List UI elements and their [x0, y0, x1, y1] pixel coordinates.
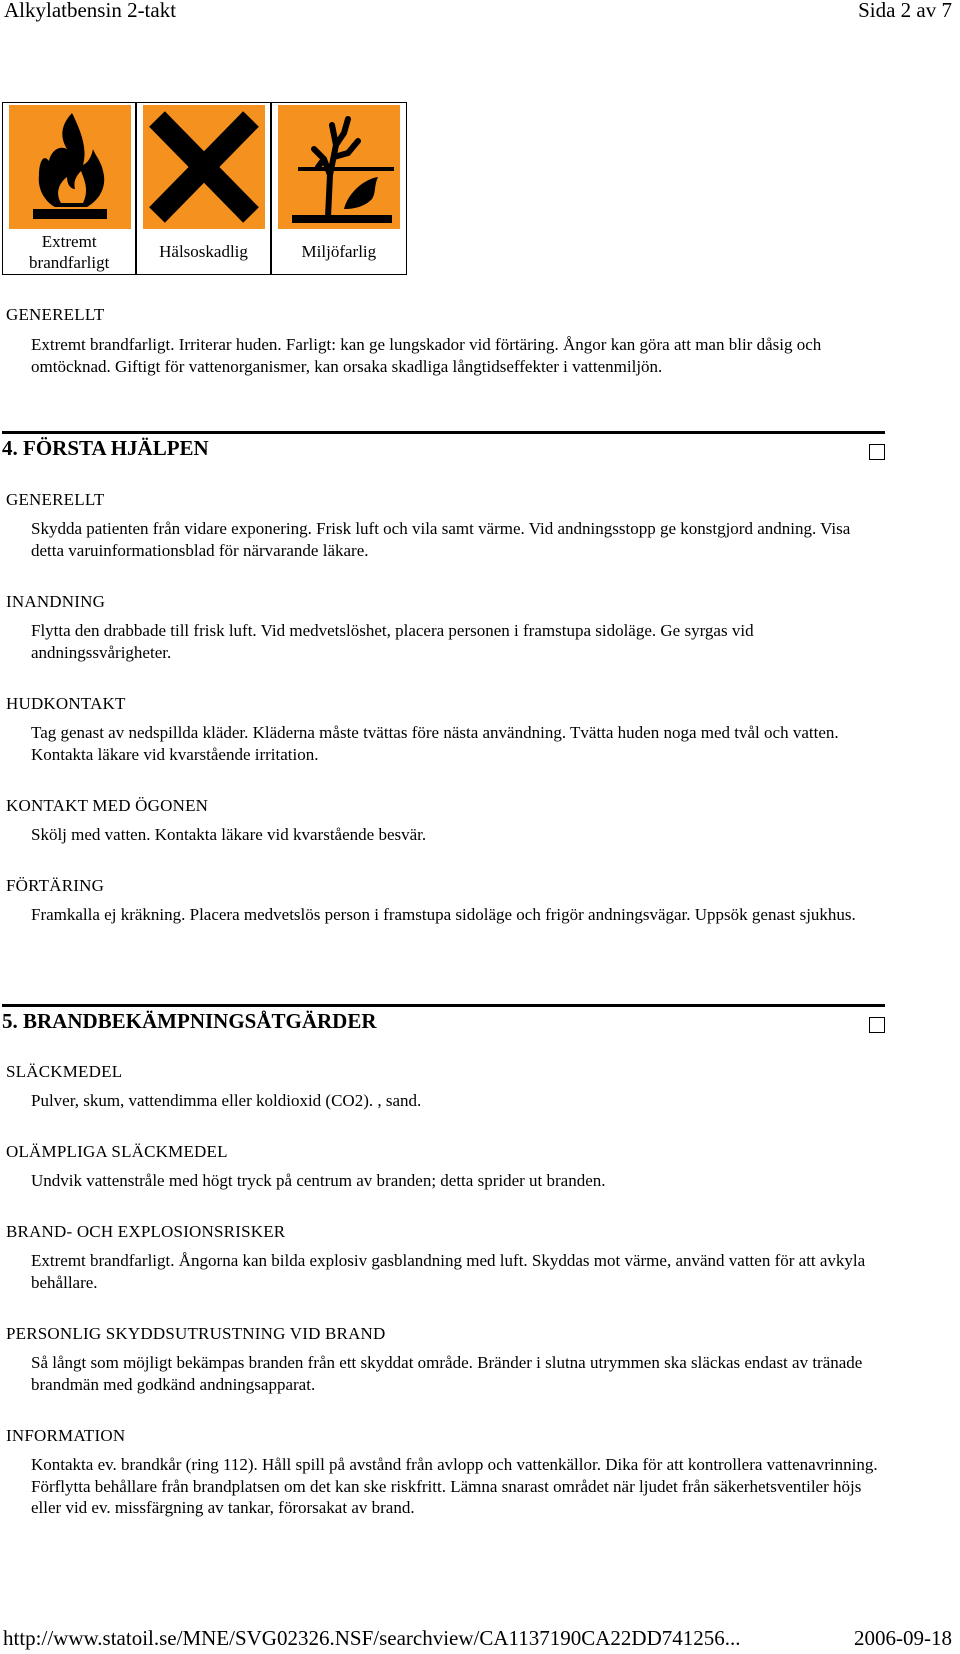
checkbox-icon — [869, 1017, 885, 1033]
section-4-text: Skydda patienten från vidare exponering. Frisk luft och vila samt värme. Vid andningsstopp ge konstgjord andning. Visa detta varuinformationsblad för närvarande läkare. — [31, 519, 851, 560]
section-5-text: Extremt brandfarligt. Ångorna kan bilda explosiv gasblandning med luft. Skyddas mot värme, använd vatten för att avkyla behållare. — [31, 1251, 866, 1292]
section-5-text: Kontakta ev. brandkår (ring 112). Håll spill på avstånd från avlopp och vattenkällor. Dika för att kontrollera vattenavrinning. Förflytta behållare från brandplatsen om det kan ske riskfritt. Lämna snarast området när ljudet från säkerhetsventiler höjs eller vid ev. missfärgning av tankar, förorsakat av brand. — [31, 1455, 878, 1517]
section-5-subheading: SLÄCKMEDEL — [6, 1062, 123, 1081]
section-4-header — [2, 431, 885, 461]
section-4-subheading: HUDKONTAKT — [6, 694, 126, 713]
dead-tree-fish-icon — [278, 105, 400, 229]
section-4-text: Skölj med vatten. Kontakta läkare vid kvarstående besvär. — [31, 825, 427, 844]
section-4-subheading: KONTAKT MED ÖGONEN — [6, 796, 209, 815]
section-4-subheading: FÖRTÄRING — [6, 876, 105, 895]
section-5-subheading: PERSONLIG SKYDDSUTRUSTNING VID BRAND — [6, 1324, 386, 1343]
pictogram-cell-harmful — [137, 103, 271, 274]
pictogram-cell-flammable — [3, 103, 137, 274]
section-5-header — [2, 1004, 885, 1034]
flame-icon — [9, 105, 131, 229]
section-4-text: Flytta den drabbade till frisk luft. Vid medvetslöshet, placera personen i framstupa sidoläge. Ge syrgas vid andningssvårigheter. — [31, 621, 754, 662]
document-title: Alkylatbensin 2-takt — [4, 0, 177, 22]
general-hazard-heading: GENERELLT — [6, 305, 105, 324]
pictogram-label: Hälsoskadlig — [159, 242, 248, 262]
section-5-text: Så långt som möjligt bekämpas branden från ett skyddat område. Bränder i slutna utrymmen ska släckas endast av tränade brandmän med godkänd andningsapparat. — [31, 1353, 863, 1394]
section-5-text: Undvik vattenstråle med högt tryck på centrum av branden; detta sprider ut branden. — [31, 1171, 606, 1190]
section-5-subheading: OLÄMPLIGA SLÄCKMEDEL — [6, 1142, 228, 1161]
general-hazard-text: Extremt brandfarligt. Irriterar huden. Farligt: kan ge lungskador vid förtäring. Ångor kan göra att man blir dåsig och omtöcknad. Giftigt för vattenorganismer, kan orsaka skadliga långtidseffekter i vattenmiljön. — [31, 335, 822, 376]
section-5-text: Pulver, skum, vattendimma eller koldioxid (CO2). , sand. — [31, 1091, 422, 1110]
footer-date: 2006-09-18 — [854, 1626, 952, 1650]
section-4-subheading: INANDNING — [6, 592, 106, 611]
footer-url: http://www.statoil.se/MNE/SVG02326.NSF/searchview/CA1137190CA22DD741256... — [3, 1626, 741, 1650]
section-5-subheading: BRAND- OCH EXPLOSIONSRISKER — [6, 1222, 286, 1241]
page-indicator: Sida 2 av 7 — [858, 0, 952, 22]
section-4-text: Framkalla ej kräkning. Placera medvetslös person i framstupa sidoläge och frigör andningsvägar. Uppsök genast sjukhus. — [31, 905, 856, 924]
section-4-text: Tag genast av nedspillda kläder. Kläderna måste tvättas före nästa användning. Tvätta huden noga med tvål och vatten. Kontakta läkare vid kvarstående irritation. — [31, 723, 839, 764]
section-4-title: 4. FÖRSTA HJÄLPEN — [2, 436, 209, 460]
pictogram-cell-environmental — [272, 103, 406, 274]
pictogram-label: Extremt brandfarligt — [29, 232, 110, 272]
hazard-pictogram-table — [2, 102, 407, 275]
section-5-subheading: INFORMATION — [6, 1426, 126, 1445]
cross-icon — [143, 105, 265, 229]
section-5-title: 5. BRANDBEKÄMPNINGSÅTGÄRDER — [2, 1009, 377, 1033]
checkbox-icon — [869, 444, 885, 460]
pictogram-label: Miljöfarlig — [301, 242, 377, 262]
section-4-subheading: GENERELLT — [6, 490, 105, 509]
